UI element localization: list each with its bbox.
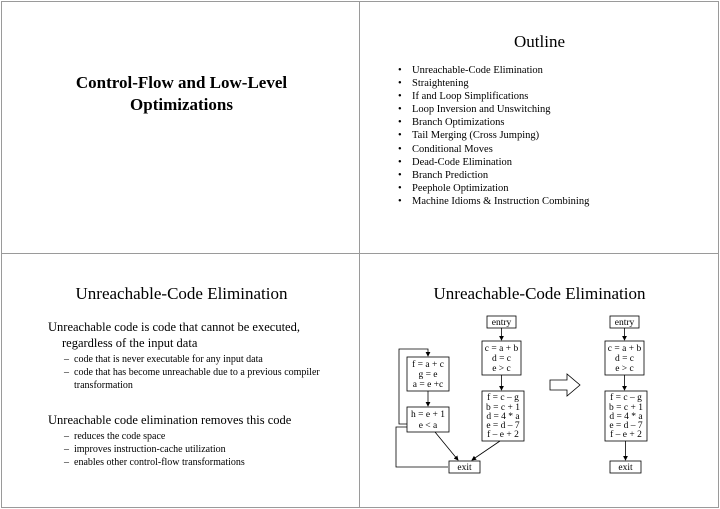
slide-outline bbox=[360, 1, 719, 254]
outline-item: • If and Loop Simplifications bbox=[398, 90, 589, 103]
transform-arrow bbox=[550, 374, 580, 396]
outline-item: • Unreachable-Code Elimination bbox=[398, 64, 589, 77]
slide3-heading: Unreachable-Code Elimination bbox=[75, 284, 288, 303]
svg-text:e = d – 7: e = d – 7 bbox=[486, 421, 520, 431]
right-exit-label: exit bbox=[618, 463, 633, 473]
slide4-heading: Unreachable-Code Elimination bbox=[433, 284, 646, 303]
svg-text:d = 4 * a: d = 4 * a bbox=[486, 412, 520, 422]
edge bbox=[435, 432, 458, 460]
presentation-title bbox=[2, 72, 360, 116]
sub-item: – code that has become unreachable due to a previous compiler transformation bbox=[64, 367, 320, 391]
svg-text:c = a + b: c = a + b bbox=[484, 344, 519, 354]
slide3-body bbox=[48, 319, 348, 469]
slide-title bbox=[1, 1, 360, 254]
outline-item: • Peephole Optimization bbox=[398, 182, 589, 195]
right-entry-label: entry bbox=[614, 318, 635, 328]
outline-item: • Dead-Code Elimination bbox=[398, 156, 589, 169]
svg-text:a = e +c: a = e +c bbox=[412, 380, 444, 390]
svg-text:f – e + 2: f – e + 2 bbox=[610, 430, 642, 440]
elimination-sublist bbox=[48, 430, 348, 469]
definition-sublist bbox=[48, 353, 348, 392]
slide-unreachable-diagram bbox=[360, 254, 719, 508]
outline-item: • Tail Merging (Cross Jumping) bbox=[398, 129, 589, 142]
cfg-diagram bbox=[360, 254, 719, 508]
outline-item: • Branch Optimizations bbox=[398, 116, 589, 129]
outline-list bbox=[398, 64, 589, 208]
svg-text:f = c – g: f = c – g bbox=[487, 393, 519, 403]
svg-text:b = c + 1: b = c + 1 bbox=[609, 403, 643, 413]
svg-text:h = e + 1: h = e + 1 bbox=[411, 410, 445, 420]
title-line-2: Optimizations bbox=[130, 95, 233, 114]
outline-heading: Outline bbox=[514, 32, 565, 51]
sub-item: – enables other control-flow transformations bbox=[64, 457, 245, 468]
sub-item: – code that is never executable for any input data bbox=[64, 354, 263, 365]
sub-item: – improves instruction-cache utilization bbox=[64, 444, 226, 455]
title-line-1: Control-Flow and Low-Level bbox=[75, 73, 288, 92]
outline-item: • Straightening bbox=[398, 77, 589, 90]
svg-text:f = a + c: f = a + c bbox=[412, 360, 444, 370]
outline-item: • Branch Prediction bbox=[398, 169, 589, 182]
svg-text:g = e: g = e bbox=[418, 370, 438, 380]
sub-item: – reduces the code space bbox=[64, 431, 166, 442]
paragraph-definition: Unreachable code is code that cannot be executed, regardless of the input data bbox=[48, 320, 300, 350]
svg-text:e < a: e < a bbox=[418, 421, 438, 431]
svg-text:d = c: d = c bbox=[491, 354, 512, 364]
outline-item: • Machine Idioms & Instruction Combining bbox=[398, 195, 589, 208]
left-entry-label: entry bbox=[491, 318, 512, 328]
svg-text:d = c: d = c bbox=[614, 354, 635, 364]
paragraph-elimination: Unreachable code elimination removes this code bbox=[48, 413, 292, 427]
svg-text:c = a + b: c = a + b bbox=[607, 344, 642, 354]
svg-text:b = c + 1: b = c + 1 bbox=[486, 403, 520, 413]
outline-item: • Loop Inversion and Unswitching bbox=[398, 103, 589, 116]
svg-text:f = c – g: f = c – g bbox=[610, 393, 642, 403]
outline-item: • Conditional Moves bbox=[398, 143, 589, 156]
edge bbox=[396, 427, 448, 467]
svg-text:e = d – 7: e = d – 7 bbox=[609, 421, 643, 431]
svg-text:d = 4 * a: d = 4 * a bbox=[609, 412, 643, 422]
svg-text:e > c: e > c bbox=[492, 364, 511, 374]
slide-unreachable-text bbox=[1, 254, 360, 508]
left-exit-label: exit bbox=[457, 463, 472, 473]
svg-text:e > c: e > c bbox=[615, 364, 634, 374]
edge bbox=[472, 441, 500, 460]
svg-text:f – e + 2: f – e + 2 bbox=[487, 430, 519, 440]
